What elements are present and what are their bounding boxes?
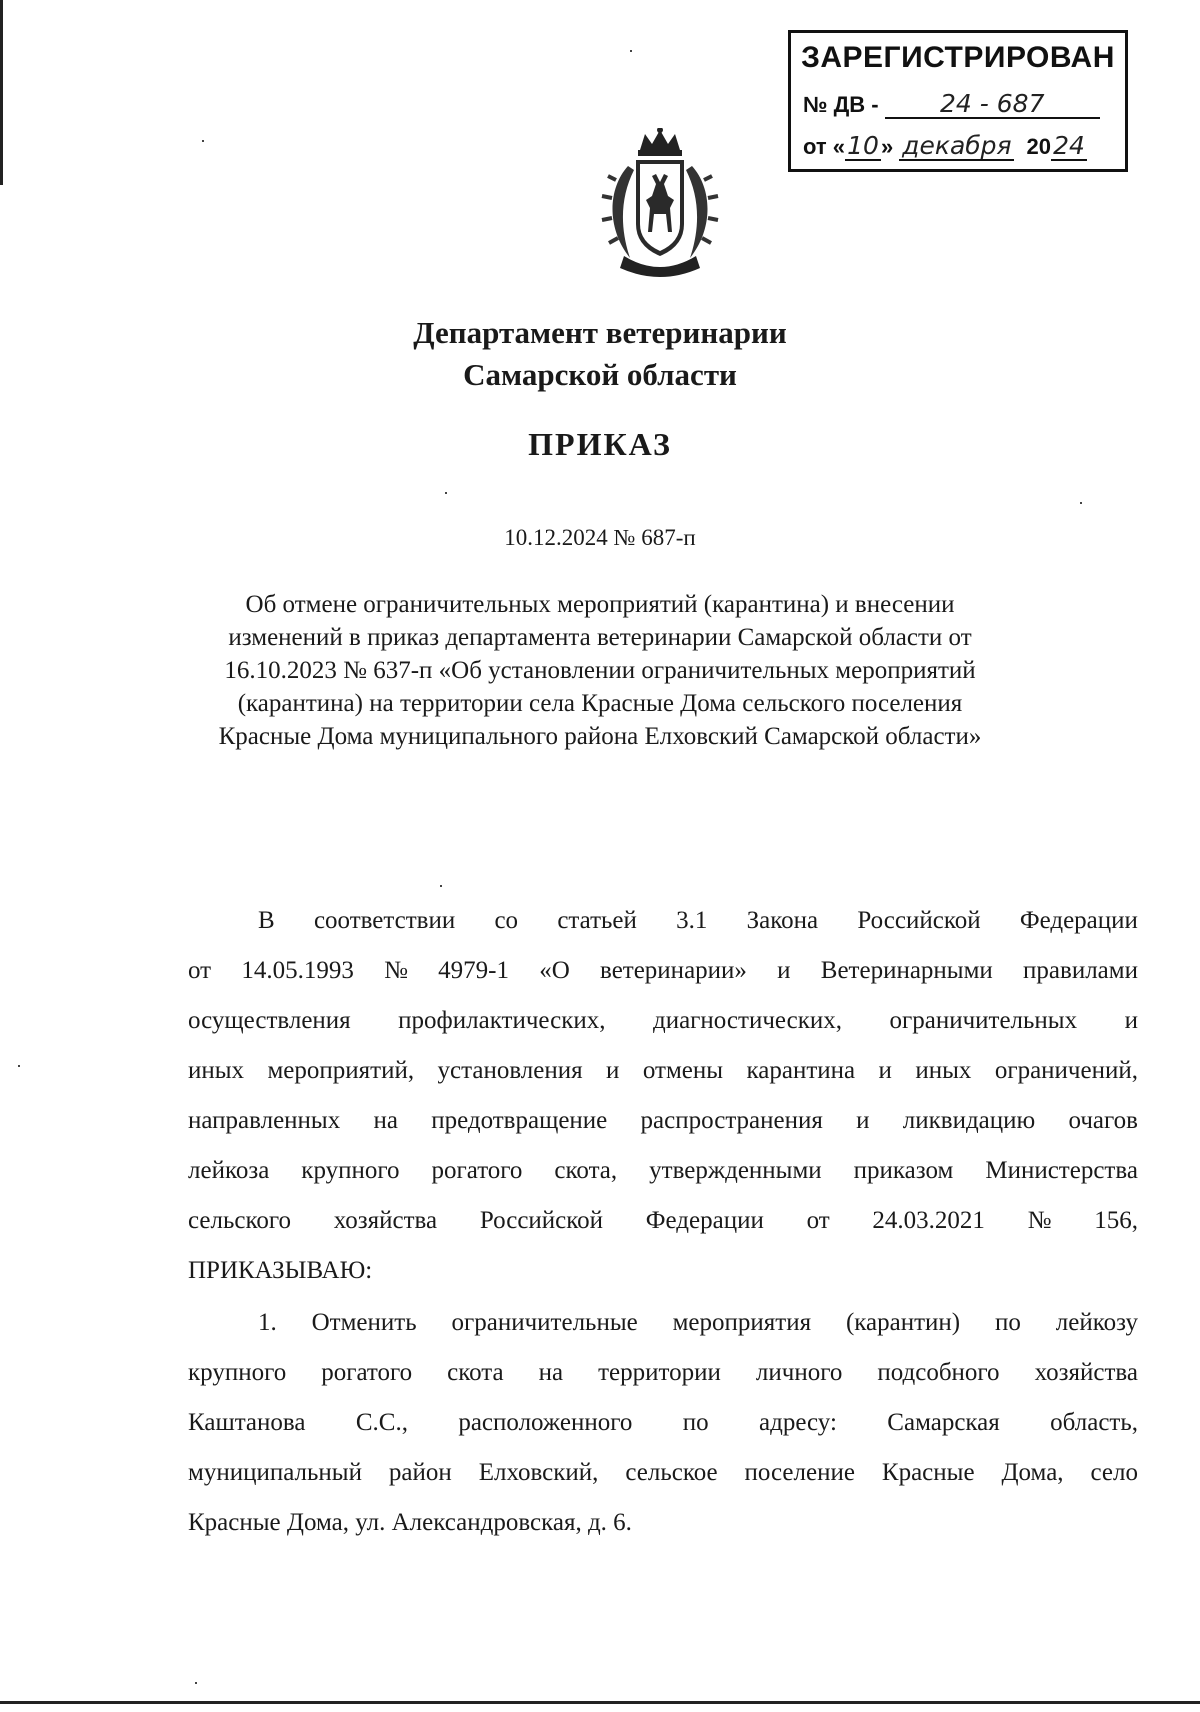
order-item-1 (188, 1298, 1138, 1548)
word: установления (437, 1057, 583, 1084)
word: хозяйства (1034, 1359, 1138, 1386)
subject-line: (карантина) на территории села Красные Дома сельского поселения (237, 690, 963, 717)
word: муниципальный (188, 1459, 362, 1486)
word: карантина (746, 1057, 856, 1084)
department-line-2: Самарской области (463, 357, 737, 392)
word: 1. (258, 1309, 277, 1336)
word: очагов (1068, 1107, 1138, 1134)
word: статьей (557, 907, 637, 934)
word: 24.03.2021 (872, 1207, 985, 1234)
paragraph-line (188, 996, 1138, 1046)
word: Федерации (645, 1207, 764, 1234)
stamp-date-month: декабря (899, 133, 1014, 161)
word: скота (447, 1359, 504, 1386)
subject-line: Об отмене ограничительных мероприятий (карантина) и внесении (245, 591, 955, 618)
word: С.С., (355, 1409, 408, 1436)
registration-stamp (788, 30, 1128, 172)
word: отмены (642, 1057, 724, 1084)
word: Самарская (887, 1409, 1000, 1436)
word: крупного (301, 1157, 400, 1184)
subject-line: изменений в приказ департамента ветеринарии Самарской области от (228, 624, 972, 651)
word: сельское (625, 1459, 718, 1486)
word: соответствии (313, 907, 456, 934)
word: скота, (554, 1157, 618, 1184)
scan-speck (195, 1682, 197, 1684)
word: и (1124, 1007, 1138, 1034)
stamp-date-day-close: » (881, 134, 894, 159)
word: (карантин) (845, 1309, 961, 1336)
word: диагностических, (652, 1007, 842, 1034)
word: на (373, 1107, 398, 1134)
paragraph-line (188, 1196, 1138, 1246)
subject-line: Красные Дома муниципального района Елховский Самарской области» (218, 723, 982, 750)
word: Российской (857, 907, 981, 934)
scan-speck (1080, 502, 1082, 504)
word: крупного (188, 1359, 287, 1386)
stamp-date-day: 10 (845, 133, 881, 161)
subject-line: 16.10.2023 № 637-п «Об установлении ограничительных мероприятий (224, 657, 976, 684)
paragraph-line (188, 1096, 1138, 1146)
stamp-year-suffix: 24 (1051, 133, 1087, 161)
word: Российской (479, 1207, 604, 1234)
word: на (538, 1359, 564, 1386)
word: личного (755, 1359, 843, 1386)
stamp-number-label: № ДВ - (803, 92, 879, 117)
paragraph-line (188, 946, 1138, 996)
word: «О (539, 957, 570, 984)
word: область, (1050, 1409, 1138, 1436)
document-subject (0, 588, 1200, 753)
word: Ветеринарными (820, 957, 993, 984)
scan-speck (202, 140, 204, 142)
word: ограничений, (994, 1057, 1138, 1084)
word: иных (188, 1057, 245, 1084)
word: и (878, 1057, 892, 1084)
word: 4979-1 (438, 957, 509, 984)
word: Елховский, (478, 1459, 599, 1486)
word: лейкозу (1055, 1309, 1138, 1336)
word: ограничительных (889, 1007, 1078, 1034)
word: Отменить (311, 1309, 417, 1336)
word: профилактических, (398, 1007, 606, 1034)
scan-speck (440, 885, 442, 887)
word: ограничительные (451, 1309, 638, 1336)
word: иных (915, 1057, 972, 1084)
word: направленных (188, 1107, 341, 1134)
word: и (606, 1057, 620, 1084)
word: мероприятий, (267, 1057, 415, 1084)
word: сельского (188, 1207, 291, 1234)
paragraph-line (188, 1046, 1138, 1096)
scan-speck (18, 1065, 20, 1067)
word: 3.1 (676, 907, 708, 934)
word: Министерства (985, 1157, 1138, 1184)
stamp-number-row (803, 91, 1100, 119)
paragraph-line (188, 1398, 1138, 1448)
word: лейкоза (188, 1157, 270, 1184)
word: подсобного (877, 1359, 1000, 1386)
paragraph-line: Красные Дома, ул. Александровская, д. 6. (188, 1509, 632, 1536)
coat-of-arms-emblem (590, 128, 730, 280)
word: предотвращение (431, 1107, 608, 1134)
word: № (1027, 1207, 1052, 1234)
word: осуществления (188, 1007, 351, 1034)
word: хозяйства (333, 1207, 438, 1234)
word: приказом (853, 1157, 954, 1184)
word: Федерации (1019, 907, 1138, 934)
scan-speck (630, 50, 632, 52)
scan-edge-bottom (0, 1701, 1200, 1704)
stamp-title: ЗАРЕГИСТРИРОВАН (801, 41, 1115, 74)
scan-edge-left (0, 0, 3, 185)
stamp-date-prefix: от « (803, 134, 846, 159)
department-line-1: Департамент ветеринарии (413, 315, 787, 350)
preamble-paragraph (188, 896, 1138, 1296)
word: от (188, 957, 212, 984)
word: ликвидацию (902, 1107, 1036, 1134)
word: мероприятия (672, 1309, 812, 1336)
paragraph-line (188, 1348, 1138, 1398)
word: Красные (881, 1459, 975, 1486)
scan-speck (445, 492, 447, 494)
word: распространения (640, 1107, 823, 1134)
word: 14.05.1993 (241, 957, 354, 984)
stamp-year-prefix: 20 (1026, 134, 1051, 159)
word: и (777, 957, 791, 984)
word: ветеринарии» (600, 957, 747, 984)
paragraph-line (188, 1448, 1138, 1498)
word: В (258, 907, 275, 934)
word: и (856, 1107, 870, 1134)
word: территории (598, 1359, 721, 1386)
stamp-date-row (803, 133, 1087, 161)
word: правилами (1023, 957, 1138, 984)
word: поселение (744, 1459, 855, 1486)
order-keyword: ПРИКАЗЫВАЮ: (188, 1257, 373, 1284)
document-type: ПРИКАЗ (528, 426, 672, 462)
word: 156, (1094, 1207, 1138, 1234)
word: Каштанова (188, 1409, 306, 1436)
word: адресу: (759, 1409, 837, 1436)
paragraph-line (188, 1298, 1138, 1348)
word: село (1090, 1459, 1138, 1486)
word: по (995, 1309, 1021, 1336)
word: район (388, 1459, 452, 1486)
word: Дома, (1001, 1459, 1064, 1486)
paragraph-line (188, 1146, 1138, 1196)
paragraph-line (188, 896, 1138, 946)
document-number: 10.12.2024 № 687-п (504, 525, 696, 550)
word: Закона (746, 907, 819, 934)
word: рогатого (321, 1359, 413, 1386)
word: расположенного (458, 1409, 633, 1436)
word: утвержденными (649, 1157, 822, 1184)
stamp-number-value: 24 - 687 (885, 91, 1100, 119)
word: рогатого (431, 1157, 523, 1184)
word: со (494, 907, 519, 934)
word: от (806, 1207, 830, 1234)
word: по (682, 1409, 709, 1436)
word: № (384, 957, 408, 984)
department-name (0, 312, 1200, 396)
